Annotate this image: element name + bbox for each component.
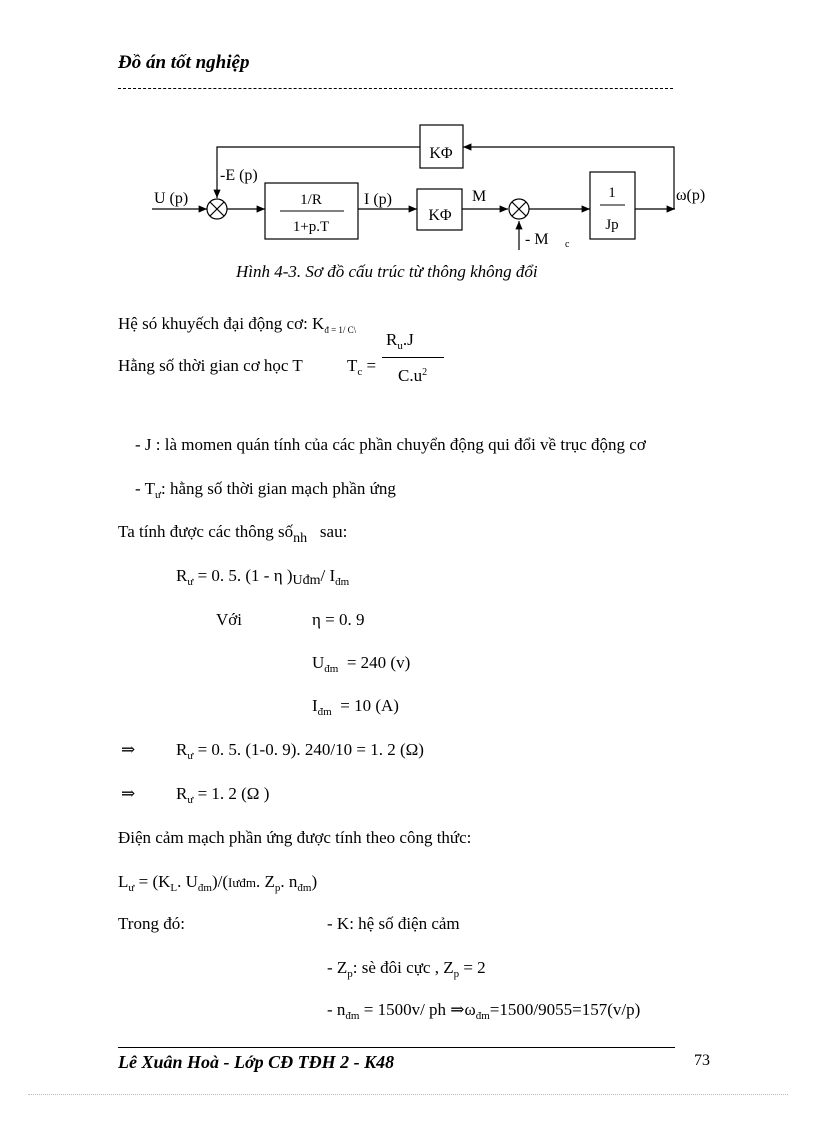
header-title: Đồ án tốt nghiệp [118, 52, 250, 73]
n-description: - $n_{đm} = 1500v/$ ph $\Rightarrow\omega_{đm}=1500/9055=157(v/p)$ [327, 1000, 641, 1022]
page-bottom-border [28, 1094, 788, 1095]
tc-numerator: $R_u.J$ [386, 330, 414, 352]
inductance-formula: $L_ư = (K_L$. $U_{đm})/(Iưđm$. $Z_p$. $n_{đm}$) [118, 872, 318, 894]
params-line: Ta tính được các thông số$_{nh}$ sau: [118, 522, 348, 546]
gain-line: Hệ só khuyếch đại động cơ: $K_{đ = 1/ C\backslash}$ [118, 314, 357, 335]
tc-label: $T_c$ = [347, 356, 377, 378]
kphi-feedback-label: KΦ [429, 145, 453, 162]
inductance-intro: Điện cảm mạch phần ứng được tính theo công thức: [118, 828, 472, 847]
where-label: Trong đó: [118, 914, 185, 933]
block-diagram [140, 110, 720, 260]
block1-numerator: 1/R [300, 192, 322, 208]
footer-author: Lê Xuân Hoà - Lớp CĐ TĐH 2 - K48 [118, 1052, 395, 1072]
torque-label: M [472, 188, 487, 205]
implies-2: ⇒ [121, 784, 136, 803]
sum-junction-2 [509, 199, 529, 219]
udm-value: $U_{đm} = 240$ (v) [312, 653, 411, 675]
calc-1: $R_ư = 0$. 5. (1-0. 9). 240/10 = 1. 2 (Ω) [176, 740, 424, 762]
header-rule [118, 88, 673, 89]
zp-description: - $Z_p$: sè đôi cực , $Z_p = 2$ [327, 958, 486, 980]
kphi-forward-label: KΦ [428, 207, 452, 224]
voi-label: Với [216, 610, 242, 629]
block3-denominator: Jp [605, 217, 619, 233]
implies-1: ⇒ [121, 740, 136, 759]
tc-fraction-bar [382, 357, 444, 358]
load-torque-sub: c [565, 239, 570, 250]
current-label: I (p) [364, 191, 392, 208]
tc-denominator: $C.u^2$ [398, 366, 428, 385]
input-label: U (p) [154, 190, 189, 207]
sum-junction-1 [207, 199, 227, 219]
feedback-label: -E (p) [220, 167, 258, 184]
load-torque-label: - M [525, 231, 549, 248]
calc-2: $R_ư = 1$. 2 (Ω ) [176, 784, 270, 806]
footer-rule [118, 1047, 675, 1048]
figure-caption: Hình 4-3. Sơ đồ cấu trúc từ thông không đổi [236, 262, 538, 281]
page-number: 73 [694, 1052, 710, 1069]
r-formula: $R_ư = 0$. 5. (1 - η )Uđm/ $I_{đm}$ [176, 566, 350, 588]
k-description: - K: hệ số điện cảm [327, 914, 460, 933]
block3-numerator: 1 [608, 185, 616, 201]
j-description: - J : là momen quán tính của các phần chuyển động qui đổi về trục động cơ [135, 435, 646, 454]
time-constant-line: Hằng số thời gian cơ học T [118, 356, 303, 375]
output-label: ω(p) [676, 187, 706, 204]
tu-description: - $T_ư$: hằng số thời gian mạch phần ứng [135, 479, 396, 501]
eta-value: η = 0. 9 [312, 610, 365, 629]
block1-denominator: 1+p.T [292, 219, 330, 235]
idm-value: $I_{đm} = 10$ (A) [312, 696, 399, 718]
